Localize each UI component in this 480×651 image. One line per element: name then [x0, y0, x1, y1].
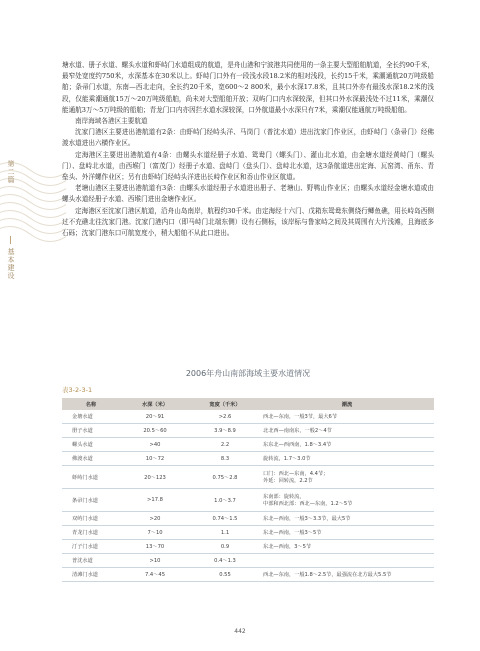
- cell-tide: 口门：西北—东南，4.4节； 外延：回转流，2.2节: [260, 466, 434, 489]
- cell-depth: 20～123: [120, 466, 190, 489]
- cell-name: 普沈水道: [62, 554, 120, 568]
- table-row: [62, 512, 434, 526]
- table-row: [62, 526, 434, 540]
- table-body: [62, 410, 434, 582]
- column-header-tide: 潮流: [260, 398, 434, 410]
- table-row: [62, 410, 434, 424]
- cell-width: 1.1: [190, 526, 260, 540]
- cell-depth: >10: [120, 554, 190, 568]
- cell-name: 册子水道: [62, 424, 120, 438]
- table-header-row: [62, 398, 434, 410]
- cell-name: 双屿门水道: [62, 512, 120, 526]
- cell-tide: 旋转流，1.7～3.0节: [260, 452, 434, 466]
- column-header-width: 宽度（千米）: [190, 398, 260, 410]
- cell-width: 0.75～2.8: [190, 466, 260, 489]
- cell-depth: >20: [120, 512, 190, 526]
- column-header-depth: 水深（米）: [120, 398, 190, 410]
- table-row: [62, 489, 434, 512]
- chapter-label: 基本建设: [7, 248, 15, 280]
- cell-depth: 7～10: [120, 526, 190, 540]
- cell-depth: 10～72: [120, 452, 190, 466]
- table-title: 2006年舟山南部海域主要水道情况: [185, 369, 311, 378]
- column-header-name: 名称: [62, 398, 120, 410]
- cell-tide: [260, 554, 434, 568]
- cell-width: 0.74～1.5: [190, 512, 260, 526]
- cell-name: 条帚门水道: [62, 489, 120, 512]
- cell-name: 螺头水道: [62, 438, 120, 452]
- side-divider: [10, 236, 11, 244]
- table-row: [62, 554, 434, 568]
- cell-tide: 东北—西南，一般3～5节: [260, 526, 434, 540]
- cell-name: 金塘水道: [62, 410, 120, 424]
- table-row: [62, 452, 434, 466]
- cell-depth: 7.4～45: [120, 568, 190, 582]
- table-row: [62, 568, 434, 582]
- cell-name: 佛渡水道: [62, 452, 120, 466]
- cell-tide: 东南部：旋转流， 中部和西北部：西北—东南，1.2～5节: [260, 489, 434, 512]
- cell-width: >2.6: [190, 410, 260, 424]
- paragraph: 塘水道、册子水道、螺头水道和虾峙门水道组成的航道，是舟山港和宁波港共同使用的一条主要大型船舶航道，全长约90千米，最窄处宽度约750米，水深基本在30米以上。虾峙门口外有一段浅水段18.2米的相对浅段，长约15千米，乘潮通航20万吨级船舶；条帚门水道，东南—西北走向，全长约20千米，宽600～2 800米，最小水深17.8米，且其口外亦有最浅水深18.2米的浅段，仅能乘潮通航15万～20万吨级船舶，尚未对大型船舶开放；双屿门口内水深较深，但其口外水深最浅处不过11米，乘潮仅能通航3万～5万吨级的船舶；青龙门口内亦因拦水道水深较深，口外航道最小水深只有7米，乘潮仅能通航万吨级船舶。: [62, 61, 434, 114]
- table-row: [62, 540, 434, 554]
- cell-tide: 东北—西南，3～5节: [260, 540, 434, 554]
- cell-width: 0.4～1.3: [190, 554, 260, 568]
- cell-depth: 20.5～60: [120, 424, 190, 438]
- page-number: 442: [234, 628, 246, 635]
- cell-depth: 20～91: [120, 410, 190, 424]
- section-heading: 南岸海域各港区主要航道: [75, 117, 148, 126]
- cell-width: 0.55: [190, 568, 260, 582]
- paragraph: 老塘山港区主要进出港航道有3条：由螺头水道经册子水道进出册子、老塘山、野鸭山作业区；由螺头水道经金塘水道或由螺头水道经册子水道、西堠门进出金塘作业区。: [62, 184, 434, 204]
- cell-name: 清滩门水道: [62, 568, 120, 582]
- cell-width: 8.3: [190, 452, 260, 466]
- cell-width: 0.9: [190, 540, 260, 554]
- cell-name: 虾峙门水道: [62, 466, 120, 489]
- cell-width: 2.2: [190, 438, 260, 452]
- cell-tide: 北北西—南南东，一般2～4节: [260, 424, 434, 438]
- cell-name: 汀子门水道: [62, 540, 120, 554]
- cell-depth: >40: [120, 438, 190, 452]
- cell-name: 青龙门水道: [62, 526, 120, 540]
- cell-tide: 西北—东南，一般3节，最大6节: [260, 410, 434, 424]
- paragraph: 定海港区主要进出港航道有4条：由螺头水道经册子水道、鸳鸯门（螺头门）、灌山北水道，由金塘水道经黄峙门（螺头门）、盘峙北水道，由西堠门（富茂门）经册子水道、盘峙门（盘头门）、盘峙北水道，这3条航道进出定海、瓦窑湾、甬东、青垒头、外洋螺作业区；另有由虾峙门经峙头洋进出长峙作业区和岙山作业区航道。: [62, 150, 434, 182]
- part-label: 第二篇: [7, 160, 15, 184]
- table-id: 表3-2-3-1: [62, 386, 93, 394]
- cell-tide: 西北—东南，一般1.8～2.5节，最强流在北方最大5.5节: [260, 568, 434, 582]
- paragraph: 定海港区至沈家门港区航道，沿舟山岛南岸，航程约30千米。由定海经十六门、戊箱东鸳鸯东侧绕行鲫鱼礁，用长峙岛西侧过不充礁北往沈家门港。沈家门港内口（即马峙门北端东侧）设有石侧标，该岸标与鲁家峙之间及其周围有大片浅滩，且海底多石砾；沈家门港东口可航宽度小，稍大船舶不从此口进出。: [62, 206, 434, 238]
- table-row: [62, 424, 434, 438]
- cell-width: 3.9～8.9: [190, 424, 260, 438]
- body-text: [62, 60, 434, 239]
- cell-depth: 13～70: [120, 540, 190, 554]
- waterway-table: [62, 398, 434, 582]
- cell-depth: >17.8: [120, 489, 190, 512]
- cell-tide: 东北—西南，一般3～3.3节，最大5节: [260, 512, 434, 526]
- cell-width: 1.0～3.7: [190, 489, 260, 512]
- table-row: [62, 466, 434, 489]
- cell-tide: 东东北—西西南，1.8～3.4节: [260, 438, 434, 452]
- table-row: [62, 438, 434, 452]
- paragraph: 沈家门港区主要进出港航道有2条：由虾峙门经峙头洋、马岗门（普沈水道）进出沈家门作业区，由虾峙门（条帚门）经佛渡水道进出六横作业区。: [62, 128, 434, 148]
